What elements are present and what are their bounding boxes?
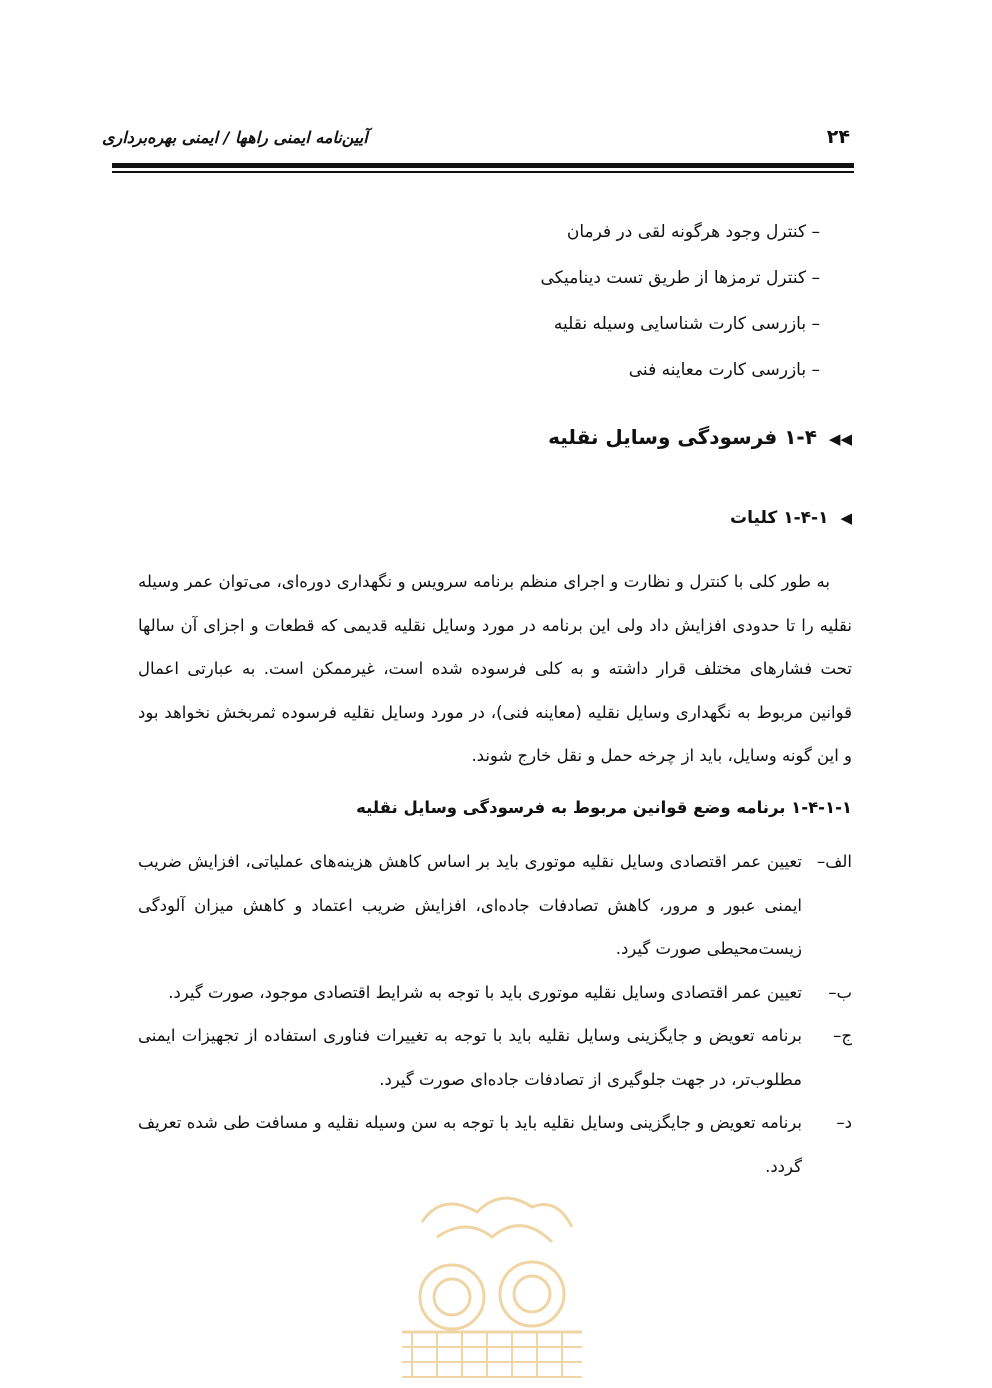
header-rule-thin bbox=[112, 171, 854, 173]
item-list bbox=[138, 840, 852, 1188]
section-heading-text: ۱-۴ فرسودگی وسایل نقلیه bbox=[548, 425, 817, 449]
list-item bbox=[138, 840, 852, 971]
body-paragraph-text: به طور کلی با کنترل و نظارت و اجرای منظم برنامه سرویس و نگهداری دوره‌ای، می‌توان عمر وسیله نقلیه را تا حدودی افزایش داد ولی این برنامه در مورد وسایل نقلیه قدیمی که قطعات و اجزای آن سالها تحت فشارهای مختلف قرار داشته و به کلی فرسوده شده است، غیرممکن است. به عبارتی اعمال قوانین مربوط به نگهداری وسایل نقلیه (معاینه فنی)، در مورد وسایل نقلیه فرسوده ثمربخش نخواهد بود و این گونه وسایل، باید از چرخه حمل و نقل خارج شوند. bbox=[138, 572, 852, 765]
list-item-label: الف– bbox=[817, 852, 852, 871]
running-header-title: آیین‌نامه ایمنی راهها / ایمنی بهره‌برداری bbox=[102, 128, 368, 147]
list-item-text: برنامه تعویض و جایگزینی وسایل نقلیه باید با توجه به تغییرات فناوری استفاده از تجهیزات ایمنی مطلوب‌تر، در جهت جلوگیری از تصادفات جاده‌ای صورت گیرد. bbox=[138, 1026, 802, 1089]
list-item-text: تعیین عمر اقتصادی وسایل نقلیه موتوری باید بر اساس کاهش هزینه‌های عملیاتی، افزایش ضریب ایمنی عبور و مرور، کاهش تصادفات جاده‌ای، افزایش ضریب اعتماد و کاهش میزان آلودگی زیست‌محیطی صورت گیرد. bbox=[138, 852, 802, 958]
list-item bbox=[138, 1014, 852, 1101]
bullet-item: – بازرسی کارت شناسایی وسیله نقلیه bbox=[553, 314, 820, 334]
section-heading bbox=[548, 425, 852, 449]
bullet-list bbox=[420, 215, 820, 399]
list-item bbox=[138, 1101, 852, 1188]
list-item-text: برنامه تعویض و جایگزینی وسایل نقلیه باید با توجه به سن وسیله نقلیه و مسافت طی شده تعریف گردد. bbox=[138, 1113, 802, 1176]
list-item-label: د– bbox=[836, 1113, 852, 1132]
header-rule-thick bbox=[112, 163, 854, 168]
bullet-item: – بازرسی کارت معاینه فنی bbox=[628, 360, 820, 380]
list-item bbox=[138, 971, 852, 1015]
list-item-label: ج– bbox=[833, 1026, 852, 1045]
triangle-marker-icon: ◀ bbox=[840, 509, 852, 527]
publisher-seal-icon bbox=[382, 1182, 600, 1382]
subsection-heading-text: ۱-۴-۱ کلیات bbox=[730, 508, 829, 528]
list-item-label: ب– bbox=[828, 982, 852, 1002]
subsubsection-heading: ۱-۴-۱-۱ برنامه وضع قوانین مربوط به فرسودگی وسایل نقلیه bbox=[356, 798, 852, 817]
bullet-item: – کنترل وجود هرگونه لقی در فرمان bbox=[566, 222, 820, 242]
page-number: ۲۴ bbox=[826, 126, 850, 148]
double-triangle-marker-icon: ◀◀ bbox=[828, 430, 852, 448]
body-paragraph bbox=[138, 560, 852, 778]
subsection-heading bbox=[730, 508, 852, 528]
list-item-text: تعیین عمر اقتصادی وسایل نقلیه موتوری باید با توجه به شرایط اقتصادی موجود، صورت گیرد. bbox=[168, 982, 802, 1002]
bullet-item: – کنترل ترمزها از طریق تست دینامیکی bbox=[540, 268, 820, 288]
